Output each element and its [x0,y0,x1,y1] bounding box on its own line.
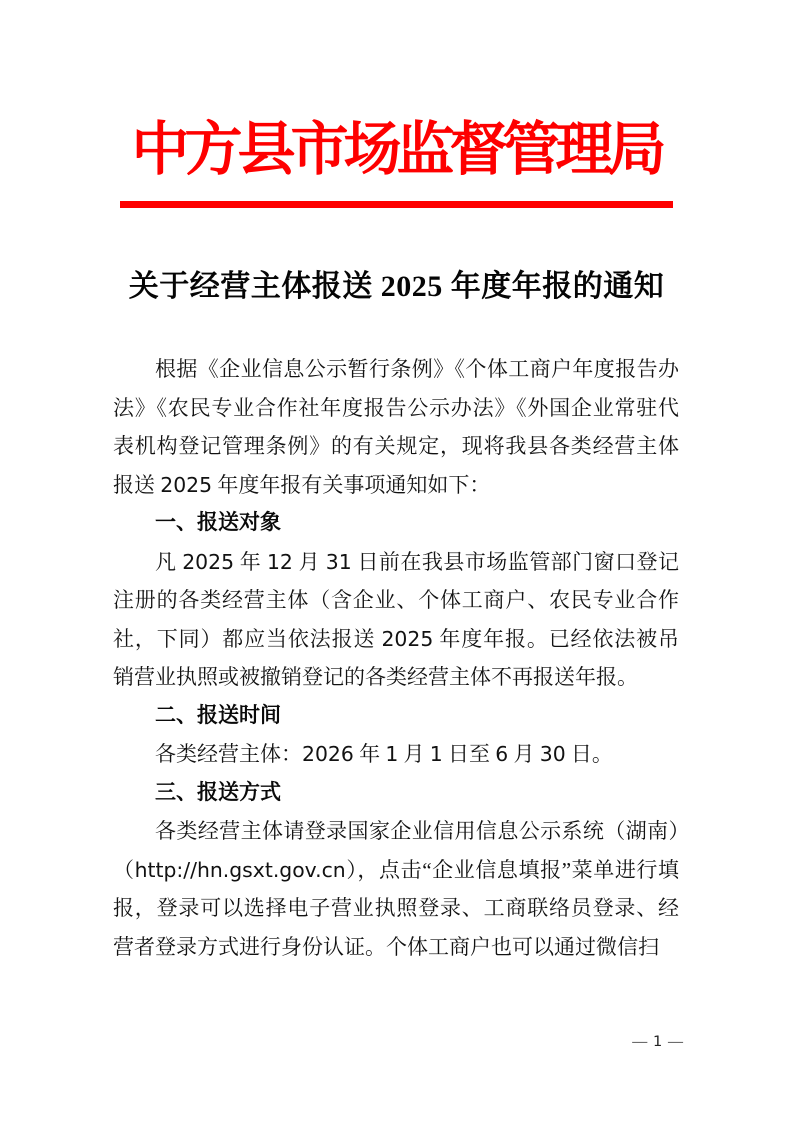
letterhead-double-rule [120,201,673,208]
body-paragraph: 根据《企业信息公示暂行条例》《个体工商户年度报告办法》《农民专业合作社年度报告公示办法》《外国企业常驻代表机构登记管理条例》的有关规定，现将我县各类经营主体报送 2025 年度年报有关事项通知如下： [113,357,679,497]
body-paragraph: 凡 2025 年 12 月 31 日前在我县市场监管部门窗口登记注册的各类经营主体（含企业、个体工商户、农民专业合作社，下同）都应当依法报送 2025 年度年报。已经依法被吊销营业执照或被撤销登记的各类经营主体不再报送年报。 [113,549,680,689]
document-title: 关于经营主体报送 2025 年度年报的通知 [128,270,665,303]
document-body [113,350,679,966]
letterhead-org-name: 中方县市场监督管理局 [131,117,662,182]
section-heading: 一、报送对象 [155,511,281,534]
page-number: — 1 — [632,1033,684,1050]
section-heading: 二、报送时间 [155,703,281,727]
body-paragraph: 各类经营主体：2026 年 1 月 1 日至 6 月 30 日。 [155,742,613,766]
section-heading: 三、报送方式 [155,780,281,804]
body-paragraph: 各类经营主体请登录国家企业信用信息公示系统（湖南）（http://hn.gsxt.gov.cn），点击“企业信息填报”菜单进行填报，登录可以选择电子营业执照登录、工商联络员登录、经营者登录方式进行身份认证。个体工商户也可以通过微信扫 [113,819,680,959]
